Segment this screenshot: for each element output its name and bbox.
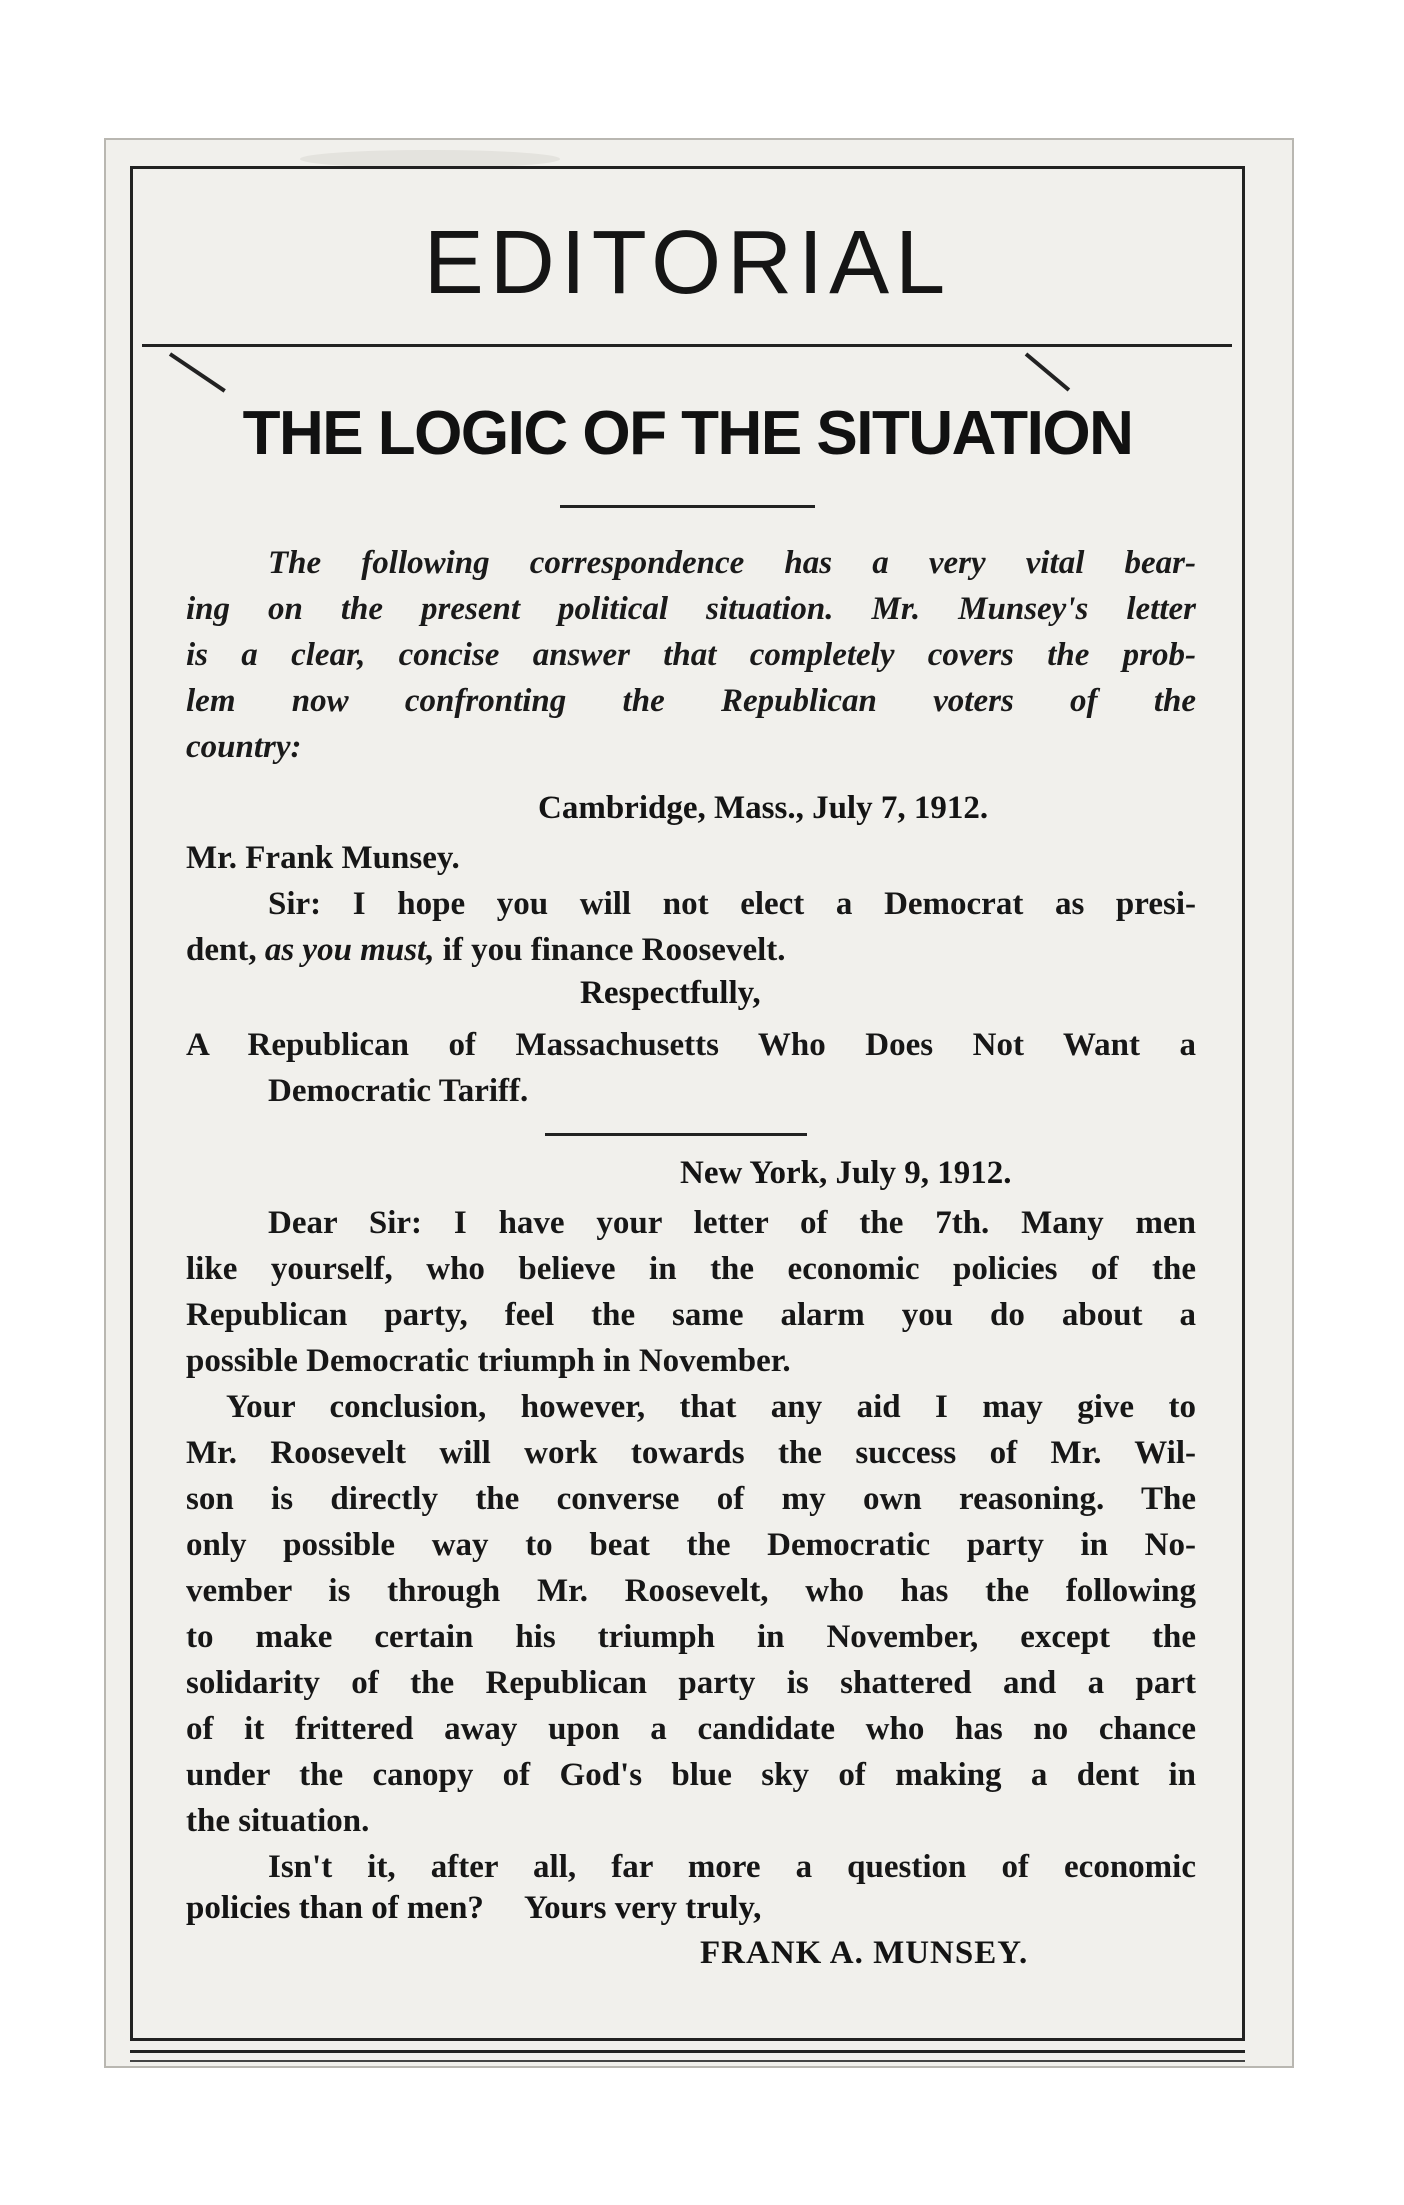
letter2-line: possible Democratic triumph in November. (186, 1343, 791, 1379)
headline: THE LOGIC OF THE SITUATION (242, 399, 1133, 468)
bottom-rule (130, 2050, 1245, 2053)
letter1-closing: Respectfully, (580, 975, 761, 1011)
letter1-signature (186, 1022, 1196, 1114)
letter1-line (186, 927, 1196, 973)
letter2-line: to make certain his triumph in November, except the (186, 1619, 1196, 1655)
letter2-line: Republican party, feel the same alarm you do about a (186, 1297, 1196, 1333)
letter2-line: son is directly the converse of my own reasoning. The (186, 1481, 1196, 1517)
letter1-text: if you finance Roosevelt. (434, 932, 786, 968)
intro-line: lem now confronting the Republican voters of the (186, 683, 1196, 719)
section-heading: EDITORIAL (423, 213, 952, 313)
letter2-line: solidarity of the Republican party is shattered and a part (186, 1665, 1196, 1701)
letter1-salutation: Mr. Frank Munsey. (186, 840, 460, 876)
letter2-line: under the canopy of God's blue sky of making a dent in (186, 1757, 1196, 1793)
letter2-line: the situation. (186, 1803, 370, 1839)
letter2-line: only possible way to beat the Democratic party in No- (186, 1527, 1196, 1563)
intro-line: is a clear, concise answer that completely covers the prob- (186, 637, 1196, 673)
letter2-body (186, 1200, 1196, 1890)
letter1-body (186, 835, 1196, 973)
heading-divider (142, 344, 1232, 347)
bottom-rule-secondary (130, 2060, 1245, 2062)
letters-divider (545, 1133, 807, 1136)
letter2-line: Mr. Roosevelt will work towards the success of Mr. Wil- (186, 1435, 1196, 1471)
letter2-line: Your conclusion, however, that any aid I may give to (226, 1389, 1196, 1425)
intro-line: ing on the present political situation. Mr. Munsey's letter (186, 591, 1196, 627)
letter2-line: like yourself, who believe in the economic policies of the (186, 1251, 1196, 1287)
letter1-text: dent, (186, 932, 265, 968)
letter2-line: vember is through Mr. Roosevelt, who has the following (186, 1573, 1196, 1609)
letter1-line: Sir: I hope you will not elect a Democrat as presi- (268, 886, 1196, 922)
intro-paragraph (186, 540, 1196, 770)
intro-line: The following correspondence has a very vital bear- (268, 545, 1196, 581)
letter2-dateline: New York, July 9, 1912. (680, 1155, 1012, 1191)
letter1-signature-line: A Republican of Massachusetts Who Does Not Want a (186, 1027, 1196, 1063)
letter1-signature-line: Democratic Tariff. (268, 1073, 529, 1109)
letter2-line: Isn't it, after all, far more a question of economic (268, 1849, 1196, 1885)
headline-divider (560, 505, 815, 508)
letter1-dateline: Cambridge, Mass., July 7, 1912. (538, 790, 989, 826)
letter2-line: of it frittered away upon a candidate who has no chance (186, 1711, 1196, 1747)
letter2-closing: policies than of men? Yours very truly, (186, 1890, 762, 1926)
letter2-signature: FRANK A. MUNSEY. (700, 1935, 1029, 1971)
letter1-emphasis: as you must, (264, 932, 435, 968)
letter2-line: Dear Sir: I have your letter of the 7th. Many men (268, 1205, 1196, 1241)
intro-line: country: (186, 729, 302, 765)
